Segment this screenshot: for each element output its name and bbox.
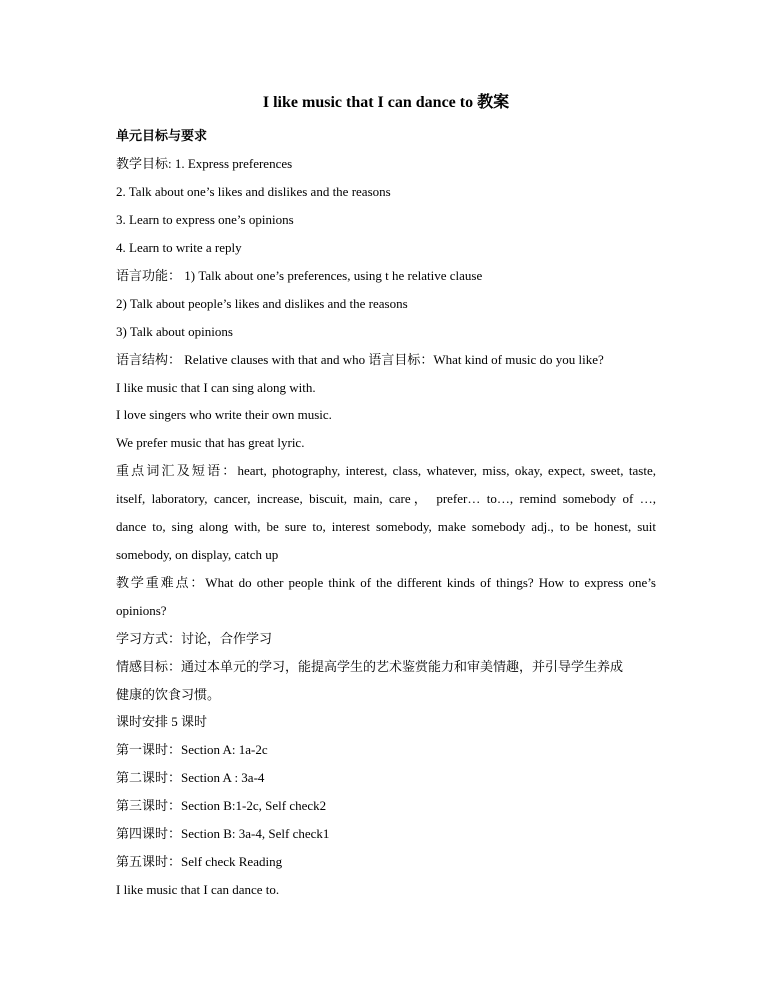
lesson-arrangement: 课时安排 5 课时 — [116, 714, 208, 729]
key-vocabulary-line-3: dance to, sing along with, be sure to, interest somebody, make somebody adj., to be honest, suit — [116, 519, 656, 534]
teaching-goal-4: 4. Learn to write a reply — [116, 240, 242, 255]
language-function-1: 语言功能： 1) Talk about one’s preferences, using t he relative clause — [116, 268, 483, 283]
teaching-goal-3: 3. Learn to express one’s opinions — [116, 212, 294, 227]
lesson-4: 第四课时：Section B: 3a-4, Self check1 — [116, 826, 330, 841]
example-sentence-1: I like music that I can sing along with. — [116, 380, 316, 395]
closing-line: I like music that I can dance to. — [116, 882, 280, 897]
emotional-goal-line-2: 健康的饮食习惯。 — [116, 687, 221, 702]
teaching-goal-2: 2. Talk about one’s likes and dislikes and the reasons — [116, 184, 391, 199]
document-title: I like music that I can dance to 教案 — [262, 94, 510, 111]
language-function-2: 2) Talk about people’s likes and dislikes and the reasons — [116, 296, 408, 311]
key-vocabulary-line-2: itself, laboratory, cancer, increase, biscuit, main, care， prefer… to…, remind somebody of …, — [116, 491, 656, 506]
language-function-3: 3) Talk about opinions — [116, 324, 233, 339]
key-difficulty-line-1: 教学重难点：What do other people think of the different kinds of things? How to express one’s — [116, 575, 656, 590]
lesson-2: 第二课时：Section A : 3a-4 — [116, 770, 265, 785]
lesson-5: 第五课时：Self check Reading — [116, 854, 283, 869]
key-vocabulary-line-4: somebody, on display, catch up — [116, 547, 279, 562]
lesson-1: 第一课时：Section A: 1a-2c — [116, 742, 268, 757]
emotional-goal-line-1: 情感目标：通过本单元的学习，能提高学生的艺术鉴赏能力和审美情趣，并引导学生养成 — [116, 659, 624, 674]
teaching-goal-1: 教学目标: 1. Express preferences — [116, 156, 293, 171]
key-difficulty-line-2: opinions? — [116, 603, 167, 618]
key-vocabulary-line-1: 重点词汇及短语：heart, photography, interest, class, whatever, miss, okay, expect, sweet, taste, — [116, 463, 656, 478]
example-sentence-2: I love singers who write their own music. — [116, 407, 332, 422]
learning-method: 学习方式：讨论，合作学习 — [116, 631, 273, 646]
lesson-3: 第三课时：Section B:1-2c, Self check2 — [116, 798, 327, 813]
example-sentence-3: We prefer music that has great lyric. — [116, 435, 305, 450]
language-structure: 语言结构： Relative clauses with that and who 语言目标：What kind of music do you like? — [116, 352, 604, 367]
section-heading-unit-goals: 单元目标与要求 — [116, 128, 208, 143]
